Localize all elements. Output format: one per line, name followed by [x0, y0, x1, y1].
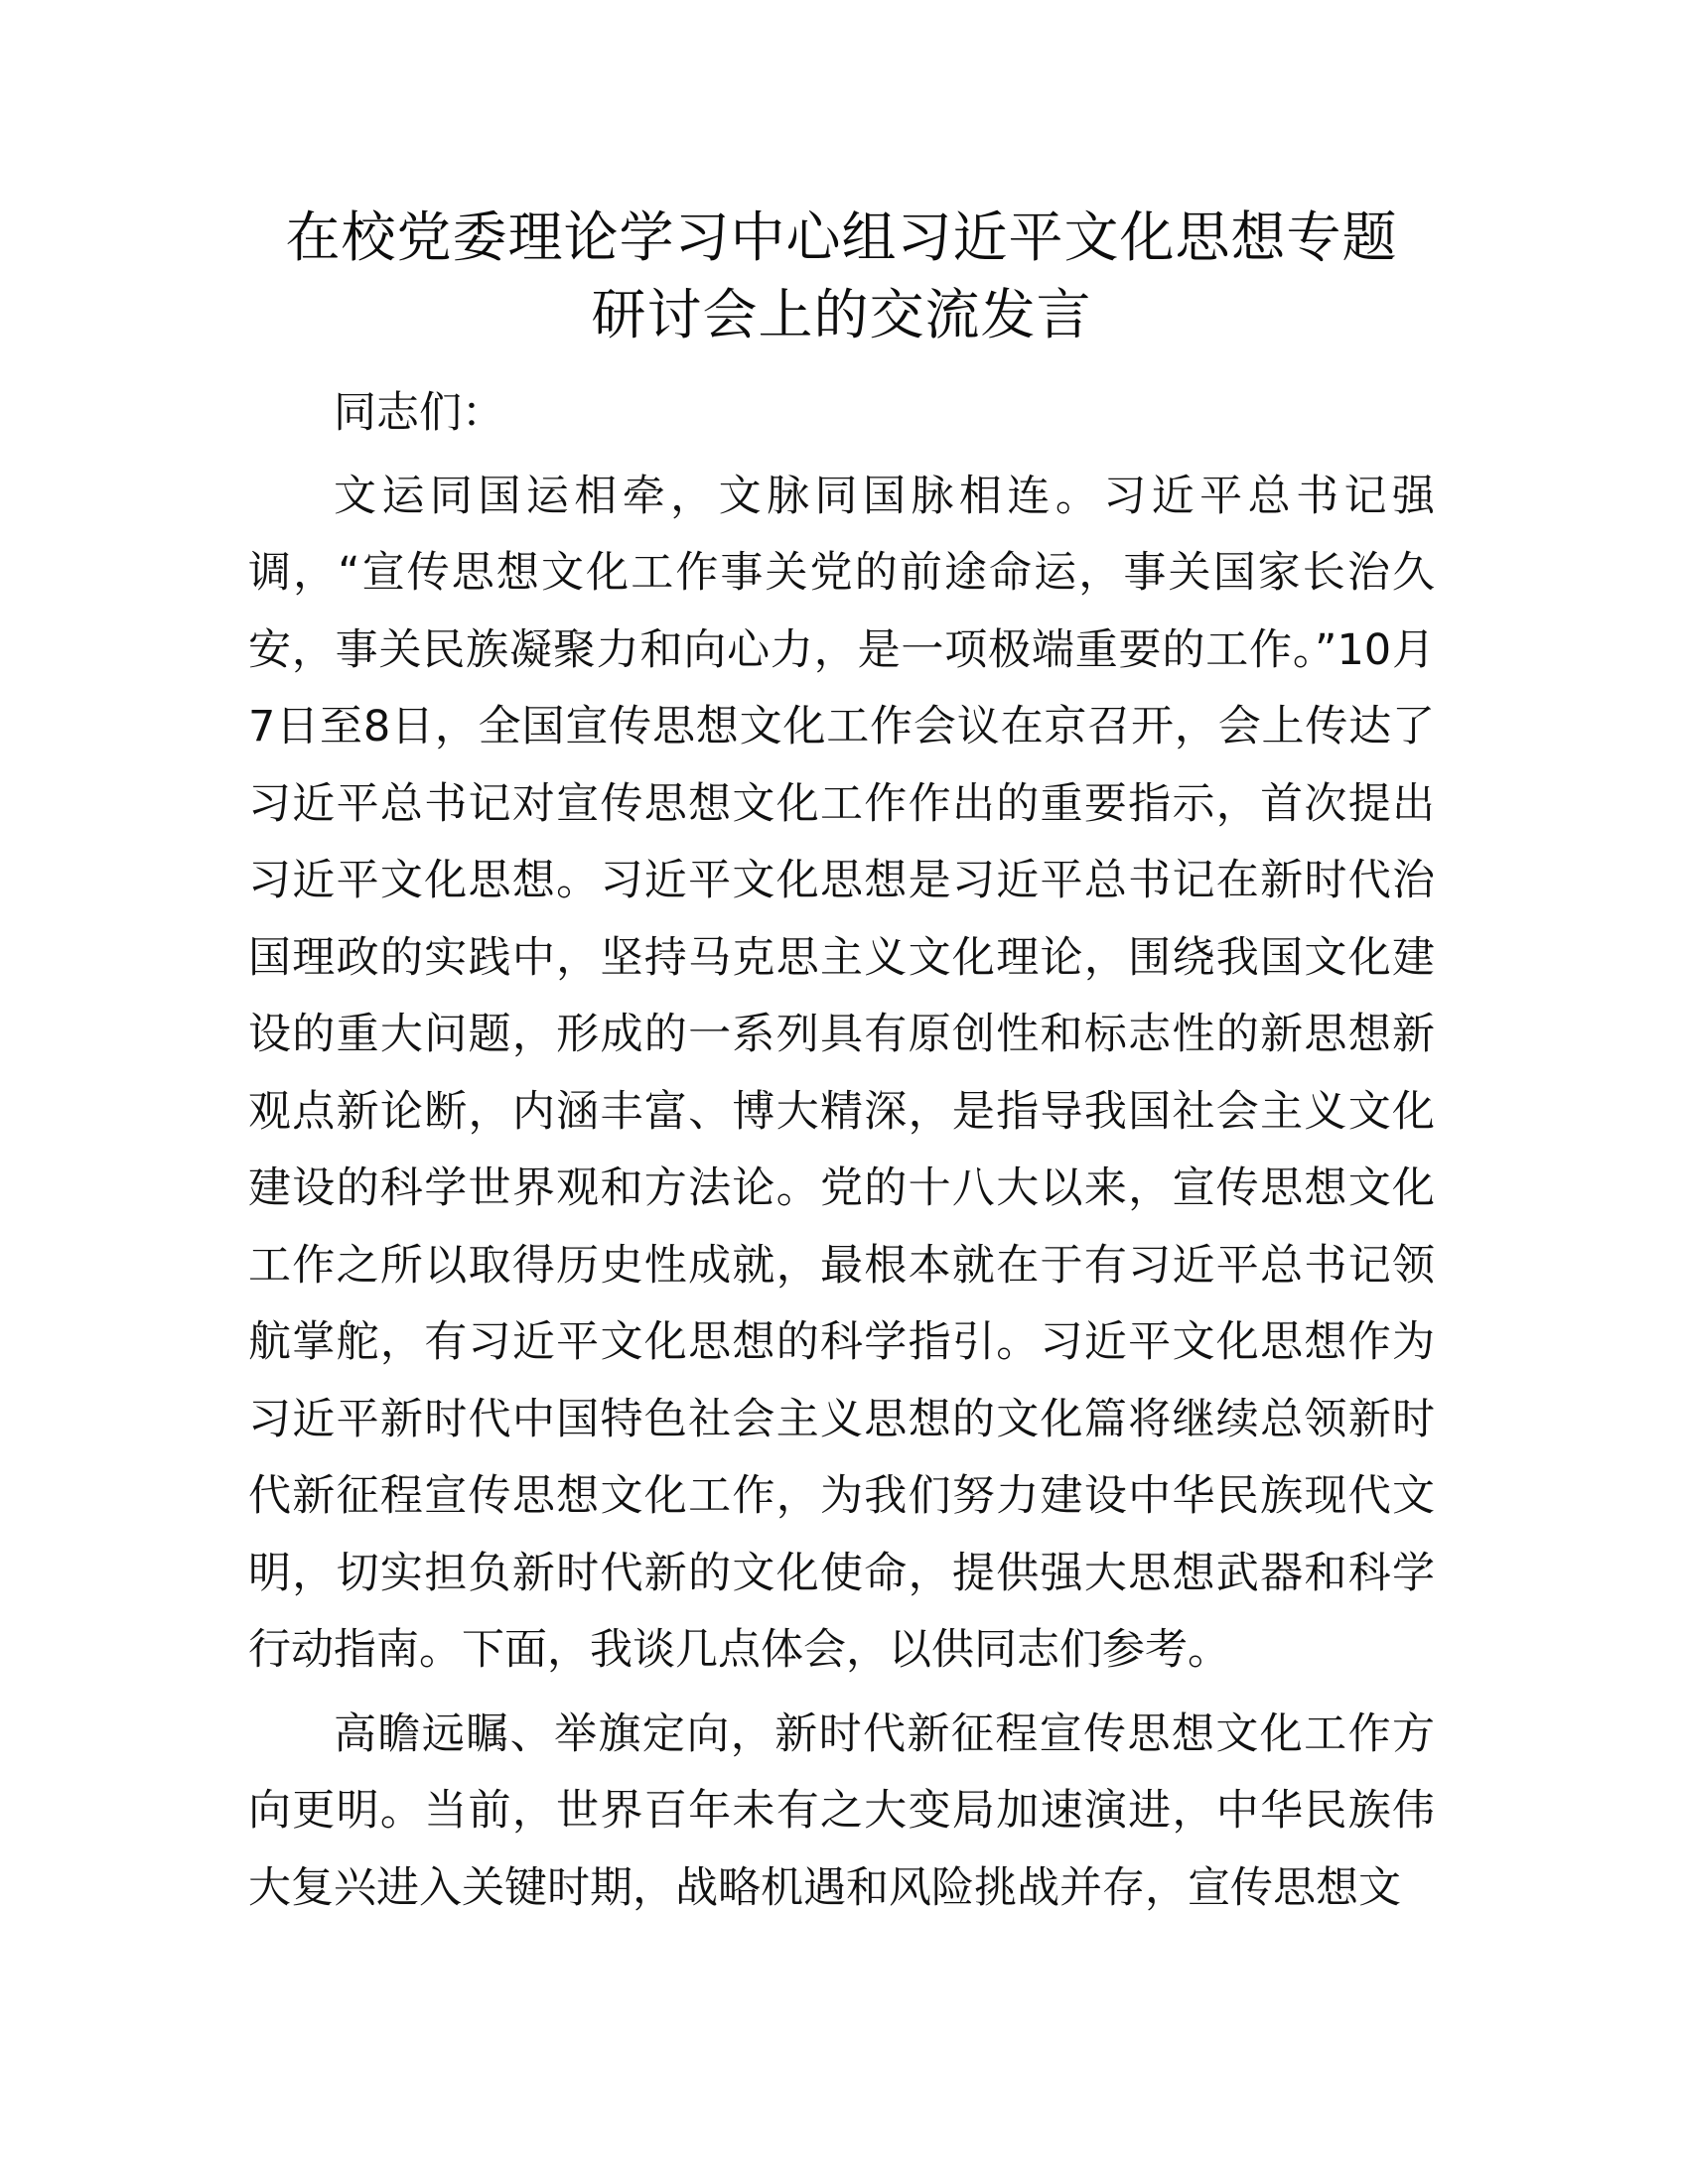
document-body [248, 375, 1435, 1927]
document-title [248, 199, 1435, 353]
paragraph-2: 高瞻远瞩、举旗定向，新时代新征程宣传思想文化工作方向更明。当前，世界百年未有之大变局加速演进，中华民族伟大复兴进入关键时期，战略机遇和风险挑战并存，宣传思想文 [248, 1708, 1435, 1913]
greeting: 同志们： [334, 388, 504, 438]
title-line-1: 在校党委理论学习中心组习近平文化思想专题 [285, 205, 1398, 269]
title-line-2: 研讨会上的交流发言 [591, 283, 1092, 346]
paragraph-1: 文运同国运相牵，文脉同国脉相连。习近平总书记强调，“宣传思想文化工作事关党的前途命运，事关国家长治久安，事关民族凝聚力和向心力，是一项极端重要的工作。”10月7日至8日，全国宣传思想文化工作会议在京召开，会上传达了习近平总书记对宣传思想文化工作作出的重要指示，首次提出习近平文化思想。习近平文化思想是习近平总书记在新时代治国理政的实践中，坚持马克思主义文化理论，围绕我国文化建设的重大问题，形成的一系列具有原创性和标志性的新思想新观点新论断，内涵丰富、博大精深，是指导我国社会主义文化建设的科学世界观和方法论。党的十八大以来，宣传思想文化工作之所以取得历史性成就，最根本就在于有习近平总书记领航掌舵，有习近平文化思想的科学指引。习近平文化思想作为习近平新时代中国特色社会主义思想的文化篇将继续总领新时代新征程宣传思想文化工作，为我们努力建设中华民族现代文明，切实担负新时代新的文化使命，提供强大思想武器和科学行动指南。下面，我谈几点体会，以供同志们参考。 [248, 471, 1435, 1675]
document-page [248, 199, 1435, 1927]
